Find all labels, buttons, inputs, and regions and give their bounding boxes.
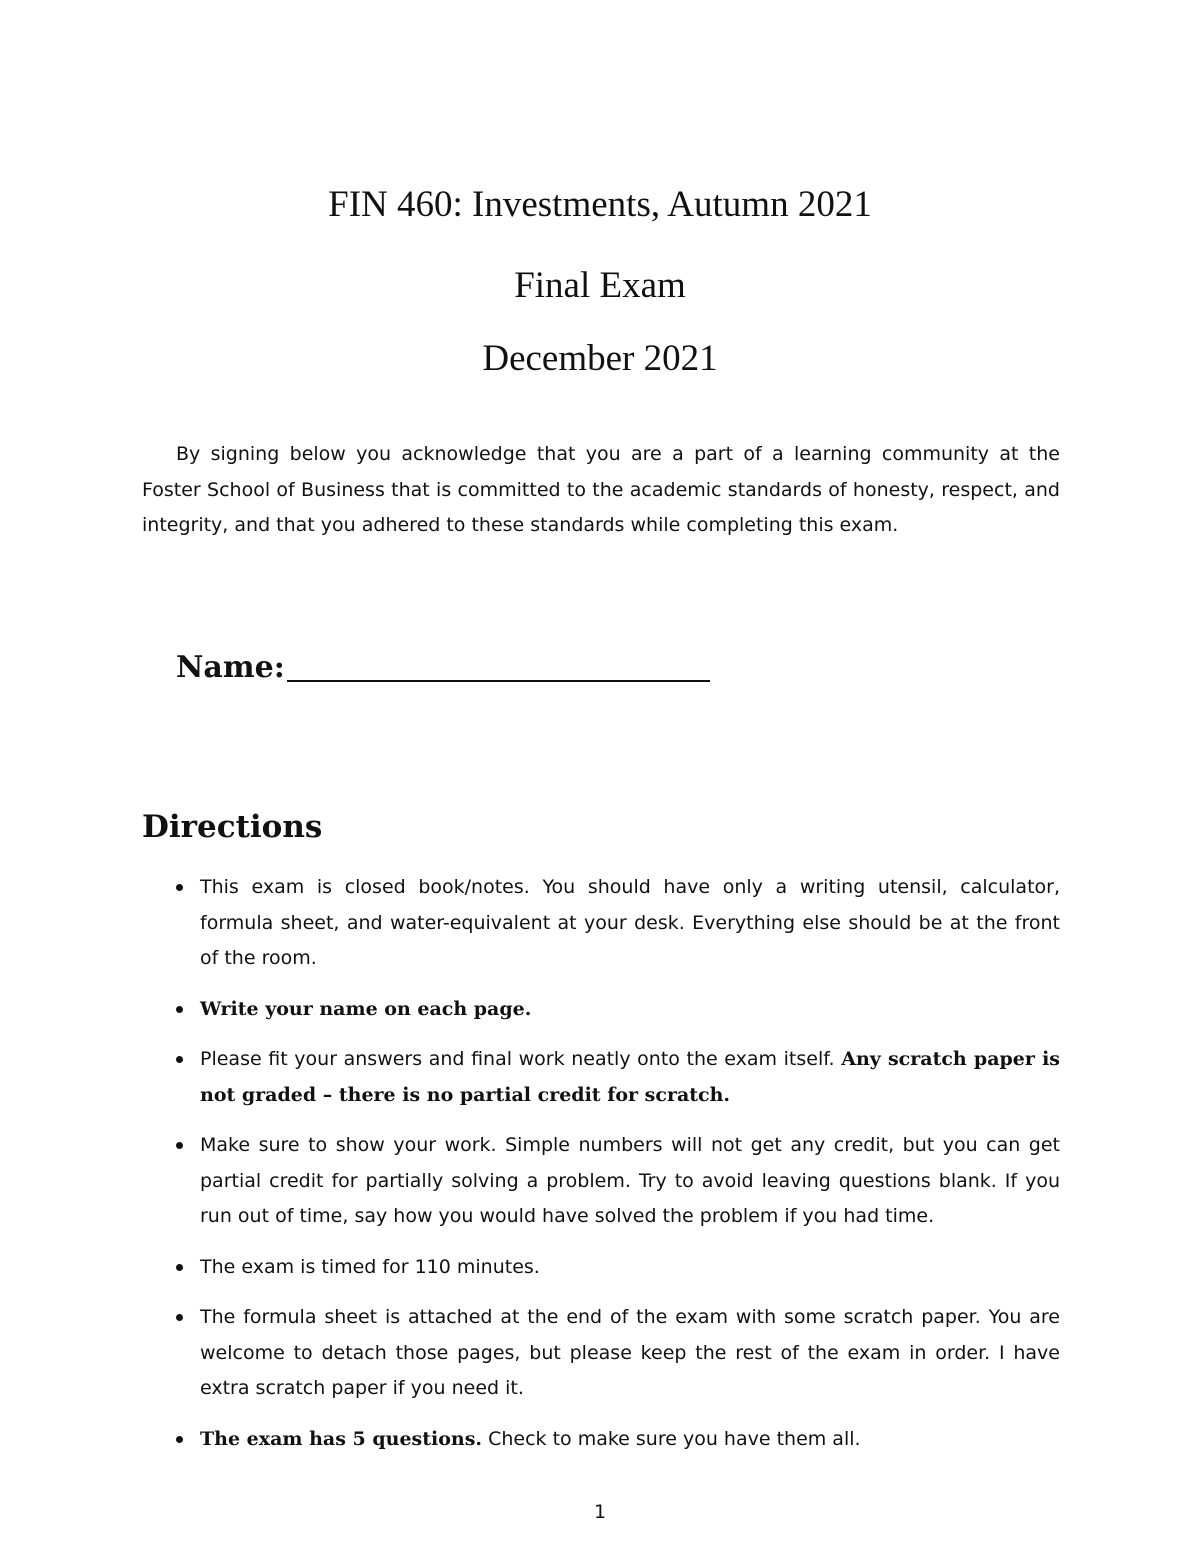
direction-item-write-name [142,992,1060,1028]
direction-bold-text: The exam has 5 questions. [200,1427,483,1450]
direction-bold-text: Write your name on each page. [200,997,532,1020]
bullet-icon [176,884,183,891]
direction-item-timed [142,1250,1060,1286]
direction-bold-text: Any scratch paper is not graded – there is no partial credit for scratch. [200,1048,1060,1106]
course-title: FIN 460: Investments, Autumn 2021 [328,184,872,225]
bullet-icon [176,1314,183,1321]
honor-acknowledgement: By signing below you acknowledge that you are a part of a learning community at the Foster School of Business that is committed to the academic standards of honesty, respect, and integrity, and that you adhered to these standards while completing this exam. [142,443,1060,536]
bullet-icon [176,1056,183,1063]
exam-date: December 2021 [482,338,718,379]
direction-item-question-count [142,1422,1060,1458]
direction-item-fit-answers [142,1042,1060,1113]
direction-text: Check to make sure you have them all. [482,1427,861,1450]
exam-title: Final Exam [514,265,686,306]
name-field [176,646,710,690]
bullet-icon [176,1264,183,1271]
direction-item-closed-book [142,870,1060,977]
name-signature-line[interactable] [287,680,710,682]
direction-text: This exam is closed book/notes. You should have only a writing utensil, calculator, formula sheet, and water-equivalent at your desk. Everything else should be at the front of the room. [200,876,1060,969]
bullet-icon [176,1436,183,1443]
name-label: Name: [176,650,285,685]
page-number: 1 [593,1501,607,1523]
directions-heading: Directions [142,809,323,845]
direction-item-show-work [142,1128,1060,1235]
bullet-icon [176,1006,183,1013]
direction-text: Make sure to show your work. Simple numbers will not get any credit, but you can get partial credit for partially solving a problem. Try to avoid leaving questions blank. If you run out of time, say how you would have solved the problem if you had time. [200,1134,1060,1227]
direction-item-formula-sheet [142,1300,1060,1407]
bullet-icon [176,1142,183,1149]
direction-text: The formula sheet is attached at the end of the exam with some scratch paper. You are welcome to detach those pages, but please keep the rest of the exam in order. I have extra scratch paper if you need it. [200,1306,1060,1399]
directions-list [142,870,1060,1472]
direction-text: The exam is timed for 110 minutes. [200,1255,540,1278]
direction-text: Please fit your answers and final work neatly onto the exam itself. [200,1048,842,1070]
